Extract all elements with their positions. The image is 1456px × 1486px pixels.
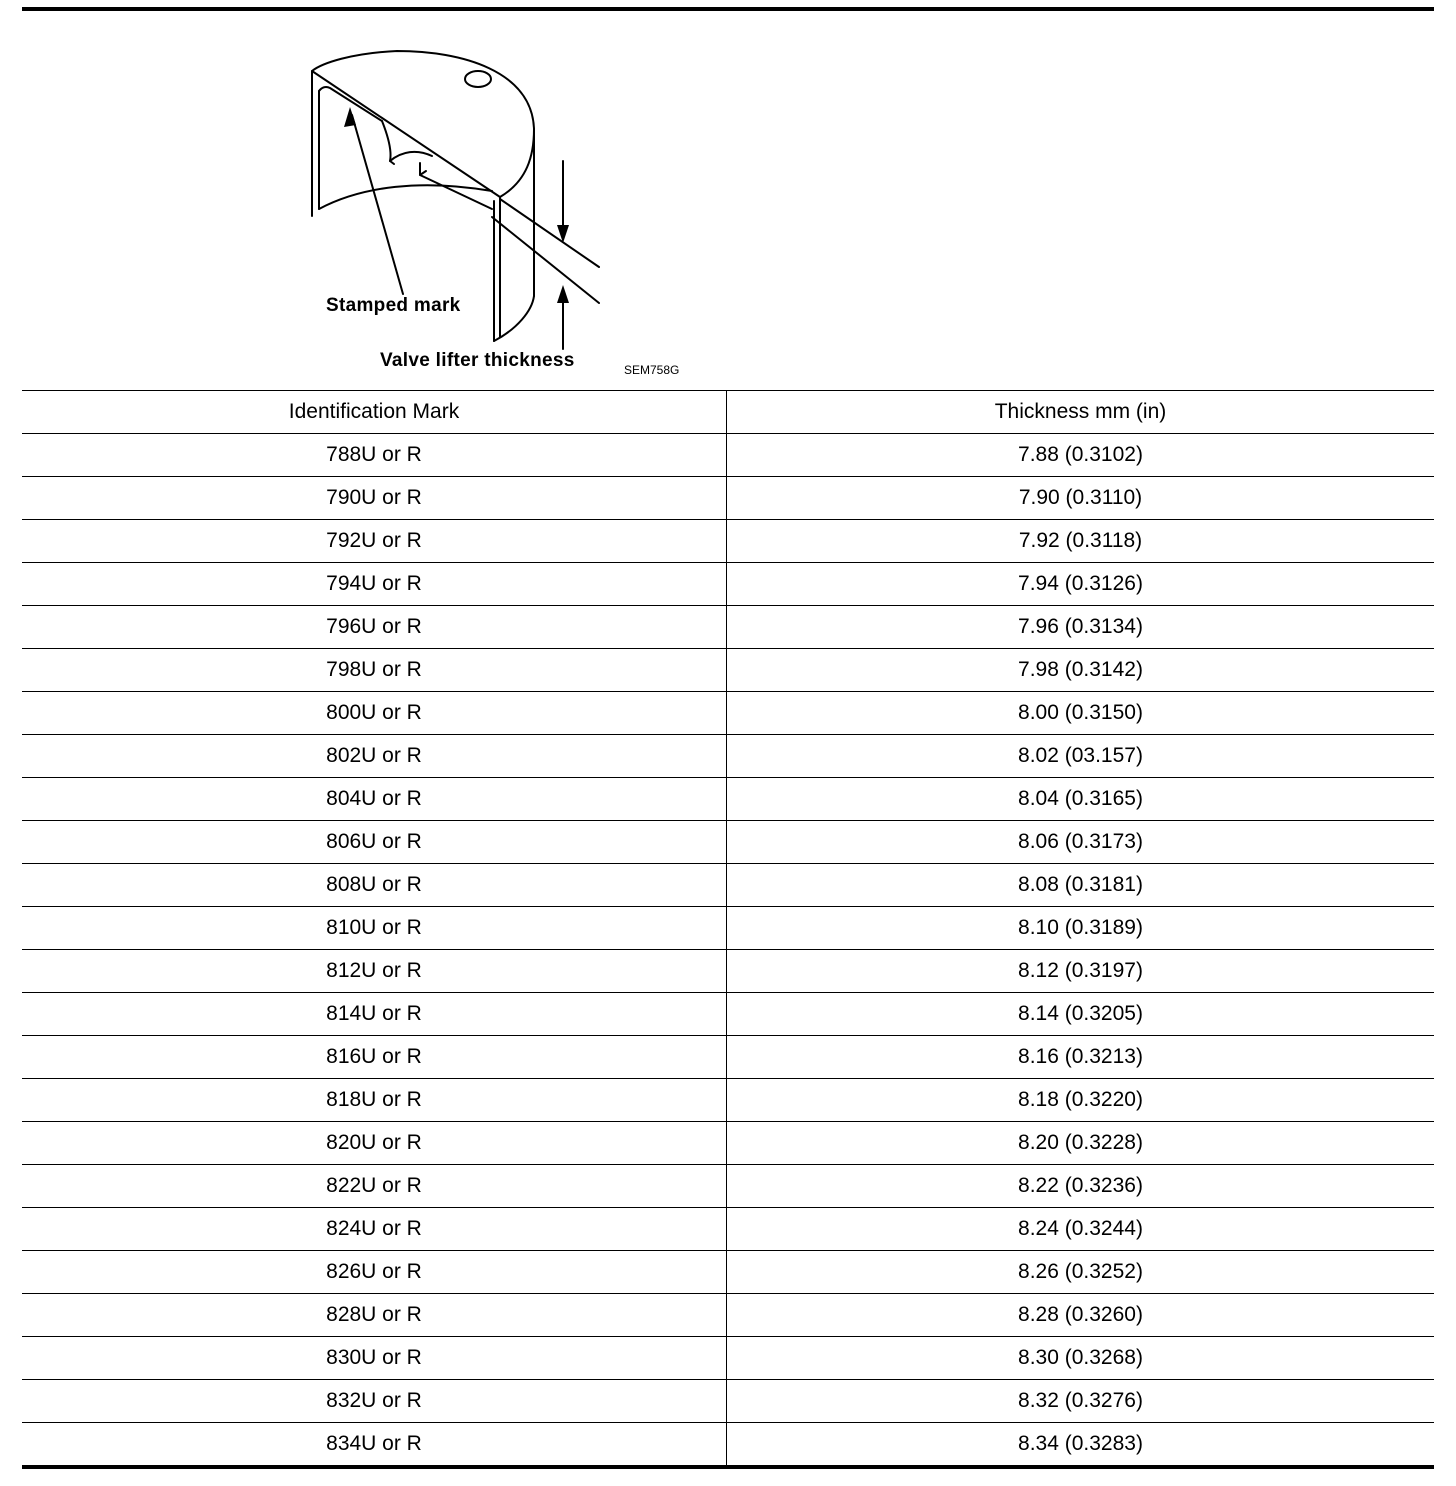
valve-lifter-thickness-label: Valve lifter thickness bbox=[380, 350, 575, 371]
table-row bbox=[22, 1208, 1434, 1251]
table-row bbox=[22, 1337, 1434, 1380]
table-row bbox=[22, 520, 1434, 563]
table-row bbox=[22, 477, 1434, 520]
identification-mark-cell: 804U or R bbox=[22, 778, 727, 821]
header-thickness: Thickness mm (in) bbox=[727, 391, 1435, 434]
identification-mark-cell: 814U or R bbox=[22, 993, 727, 1036]
table-row bbox=[22, 1079, 1434, 1122]
thickness-cell: 8.06 (0.3173) bbox=[727, 821, 1435, 864]
thickness-cell: 8.28 (0.3260) bbox=[727, 1294, 1435, 1337]
identification-mark-cell: 810U or R bbox=[22, 907, 727, 950]
thickness-cell: 8.16 (0.3213) bbox=[727, 1036, 1435, 1079]
thickness-cell: 8.00 (0.3150) bbox=[727, 692, 1435, 735]
thickness-cell: 7.96 (0.3134) bbox=[727, 606, 1435, 649]
table-row bbox=[22, 993, 1434, 1036]
table-row bbox=[22, 778, 1434, 821]
identification-mark-cell: 826U or R bbox=[22, 1251, 727, 1294]
table-row bbox=[22, 1122, 1434, 1165]
thickness-cell: 8.14 (0.3205) bbox=[727, 993, 1435, 1036]
table-row bbox=[22, 1380, 1434, 1423]
thickness-cell: 8.26 (0.3252) bbox=[727, 1251, 1435, 1294]
identification-mark-cell: 790U or R bbox=[22, 477, 727, 520]
identification-mark-cell: 830U or R bbox=[22, 1337, 727, 1380]
header-identification-mark: Identification Mark bbox=[22, 391, 727, 434]
thickness-cell: 8.12 (0.3197) bbox=[727, 950, 1435, 993]
identification-mark-cell: 822U or R bbox=[22, 1165, 727, 1208]
thickness-cell: 8.22 (0.3236) bbox=[727, 1165, 1435, 1208]
table-row bbox=[22, 649, 1434, 692]
thickness-cell: 8.18 (0.3220) bbox=[727, 1079, 1435, 1122]
table-header-row bbox=[22, 391, 1434, 434]
figure-code: SEM758G bbox=[624, 363, 680, 377]
table-row bbox=[22, 1036, 1434, 1079]
thickness-cell: 8.32 (0.3276) bbox=[727, 1380, 1435, 1423]
identification-mark-cell: 820U or R bbox=[22, 1122, 727, 1165]
thickness-cell: 8.20 (0.3228) bbox=[727, 1122, 1435, 1165]
identification-mark-cell: 812U or R bbox=[22, 950, 727, 993]
stamped-mark-label: Stamped mark bbox=[326, 295, 461, 316]
identification-mark-cell: 800U or R bbox=[22, 692, 727, 735]
identification-mark-cell: 796U or R bbox=[22, 606, 727, 649]
table-row bbox=[22, 864, 1434, 907]
identification-mark-cell: 828U or R bbox=[22, 1294, 727, 1337]
identification-mark-cell: 794U or R bbox=[22, 563, 727, 606]
identification-mark-cell: 792U or R bbox=[22, 520, 727, 563]
thickness-cell: 8.24 (0.3244) bbox=[727, 1208, 1435, 1251]
identification-mark-cell: 806U or R bbox=[22, 821, 727, 864]
identification-mark-cell: 798U or R bbox=[22, 649, 727, 692]
identification-mark-cell: 802U or R bbox=[22, 735, 727, 778]
table-row bbox=[22, 950, 1434, 993]
table-row bbox=[22, 1294, 1434, 1337]
thickness-cell: 8.08 (0.3181) bbox=[727, 864, 1435, 907]
table-row bbox=[22, 1423, 1434, 1468]
thickness-cell: 7.90 (0.3110) bbox=[727, 477, 1435, 520]
thickness-cell: 8.34 (0.3283) bbox=[727, 1423, 1435, 1468]
identification-mark-cell: 832U or R bbox=[22, 1380, 727, 1423]
table-row bbox=[22, 907, 1434, 950]
thickness-cell: 7.94 (0.3126) bbox=[727, 563, 1435, 606]
identification-mark-cell: 816U or R bbox=[22, 1036, 727, 1079]
thickness-cell: 8.02 (03.157) bbox=[727, 735, 1435, 778]
table-row bbox=[22, 1251, 1434, 1294]
table-row bbox=[22, 434, 1434, 477]
thickness-cell: 8.10 (0.3189) bbox=[727, 907, 1435, 950]
table-row bbox=[22, 821, 1434, 864]
valve-lifter-figure bbox=[22, 11, 1434, 391]
table-row bbox=[22, 606, 1434, 649]
identification-mark-cell: 788U or R bbox=[22, 434, 727, 477]
thickness-cell: 7.88 (0.3102) bbox=[727, 434, 1435, 477]
identification-mark-cell: 808U or R bbox=[22, 864, 727, 907]
table-row bbox=[22, 1165, 1434, 1208]
thickness-cell: 7.92 (0.3118) bbox=[727, 520, 1435, 563]
table-row bbox=[22, 735, 1434, 778]
valve-lifter-diagram-icon bbox=[22, 11, 1434, 391]
thickness-cell: 8.30 (0.3268) bbox=[727, 1337, 1435, 1380]
thickness-table bbox=[22, 390, 1434, 1469]
thickness-cell: 7.98 (0.3142) bbox=[727, 649, 1435, 692]
identification-mark-cell: 824U or R bbox=[22, 1208, 727, 1251]
table-row bbox=[22, 563, 1434, 606]
thickness-cell: 8.04 (0.3165) bbox=[727, 778, 1435, 821]
table-row bbox=[22, 692, 1434, 735]
identification-mark-cell: 834U or R bbox=[22, 1423, 727, 1468]
identification-mark-cell: 818U or R bbox=[22, 1079, 727, 1122]
